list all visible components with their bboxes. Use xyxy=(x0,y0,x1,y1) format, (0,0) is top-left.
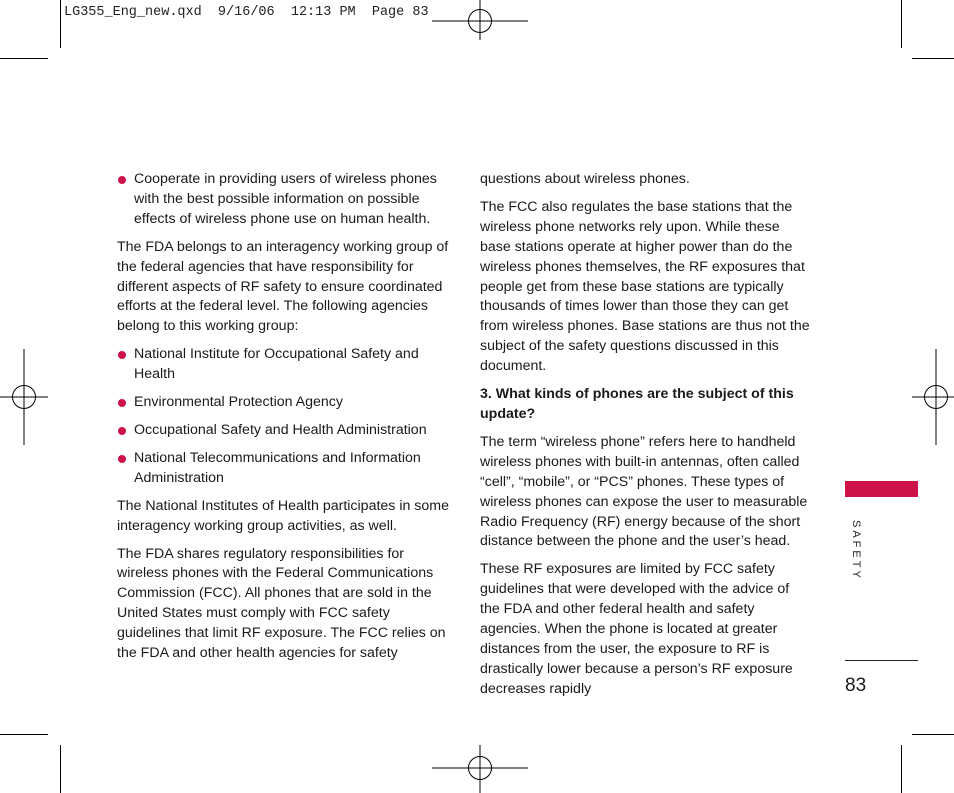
paragraph-continued: questions about wireless phones. xyxy=(480,171,690,187)
crop-mark-bottom-left-vertical xyxy=(60,745,61,793)
left-column xyxy=(117,170,449,672)
registration-mark-right xyxy=(912,349,954,445)
registration-mark-left xyxy=(0,349,48,445)
bullet-text: Cooperate in providing users of wireless phones with the best possible information on possible effects of wireless phone use on human health. xyxy=(134,171,437,227)
agency-text: National Institute for Occupational Safety and Health xyxy=(134,346,419,383)
right-column xyxy=(480,170,812,708)
top-bullet-list xyxy=(117,170,449,230)
paragraph-wireless-phone-term: The term “wireless phone” refers here to handheld wireless phones with built-in antennas, often called “cell”, “mobile”, or “PCS” phones. These types of wireless phones can expose the user to measurable Radio Frequency (RF) energy because of the short distance between the phone and the user’s head. xyxy=(480,433,808,550)
agency-text: Occupational Safety and Health Administration xyxy=(134,421,427,438)
page-number-rule xyxy=(845,660,918,661)
paragraph-nih: The National Institutes of Health participates in some interagency working group activities, as well. xyxy=(117,497,449,534)
paragraph-rf-exposures: These RF exposures are limited by FCC safety guidelines that were developed with the advice of the FDA and other federal health and safety agencies. When the phone is located at greater distances from the user, the exposure to RF is drastically lower because a person’s RF exposure decreases rapidly xyxy=(480,561,793,697)
agency-item xyxy=(117,393,449,413)
agency-item xyxy=(117,421,449,441)
section-tab-bar xyxy=(845,481,918,497)
bullet-dot-icon xyxy=(118,351,126,359)
print-header: LG355_Eng_new.qxd 9/16/06 12:13 PM Page 83 xyxy=(64,5,429,20)
crop-mark-bottom-left-horizontal xyxy=(0,734,48,735)
crop-mark-top-right-vertical xyxy=(901,0,902,48)
registration-mark-top xyxy=(432,0,528,40)
bullet-dot-icon xyxy=(118,176,126,184)
paragraph-fcc-responsibilities: The FDA shares regulatory responsibilities for wireless phones with the Federal Communications Commission (FCC). All phones that are sold in the United States must comply with FCC safety guidelines that limit RF exposure. The FCC relies on the FDA and other health agencies for safety xyxy=(117,545,446,662)
crop-mark-bottom-right-horizontal xyxy=(912,734,954,735)
bullet-dot-icon xyxy=(118,427,126,435)
agency-text: National Telecommunications and Information Administration xyxy=(134,449,421,486)
bullet-dot-icon xyxy=(118,455,126,463)
question-heading: 3. What kinds of phones are the subject of this update? xyxy=(480,386,794,422)
crop-mark-top-left-horizontal xyxy=(0,58,48,59)
paragraph-working-group: The FDA belongs to an interagency working group of the federal agencies that have responsibility for different aspects of RF safety to ensure coordinated efforts at the federal level. The following agencies belong to this working group: xyxy=(117,238,449,335)
crop-mark-top-left-vertical xyxy=(60,0,61,48)
agency-item xyxy=(117,449,449,489)
crop-mark-bottom-right-vertical xyxy=(901,745,902,793)
agency-list xyxy=(117,345,449,488)
agency-text: Environmental Protection Agency xyxy=(134,394,343,411)
bullet-item xyxy=(117,170,449,230)
page-number: 83 xyxy=(845,675,867,696)
paragraph-base-stations: The FCC also regulates the base stations that the wireless phone networks rely upon. While these base stations operate at higher power than do the wireless phones themselves, the RF exposures that people get from these base stations are typically thousands of times lower than those they can get from wireless phones. Base stations are thus not the subject of the safety questions discussed in this document. xyxy=(480,198,810,375)
bullet-dot-icon xyxy=(118,399,126,407)
crop-mark-top-right-horizontal xyxy=(912,58,954,59)
section-tab-label: SAFETY xyxy=(850,520,862,581)
registration-mark-bottom xyxy=(432,745,528,793)
agency-item xyxy=(117,345,449,385)
